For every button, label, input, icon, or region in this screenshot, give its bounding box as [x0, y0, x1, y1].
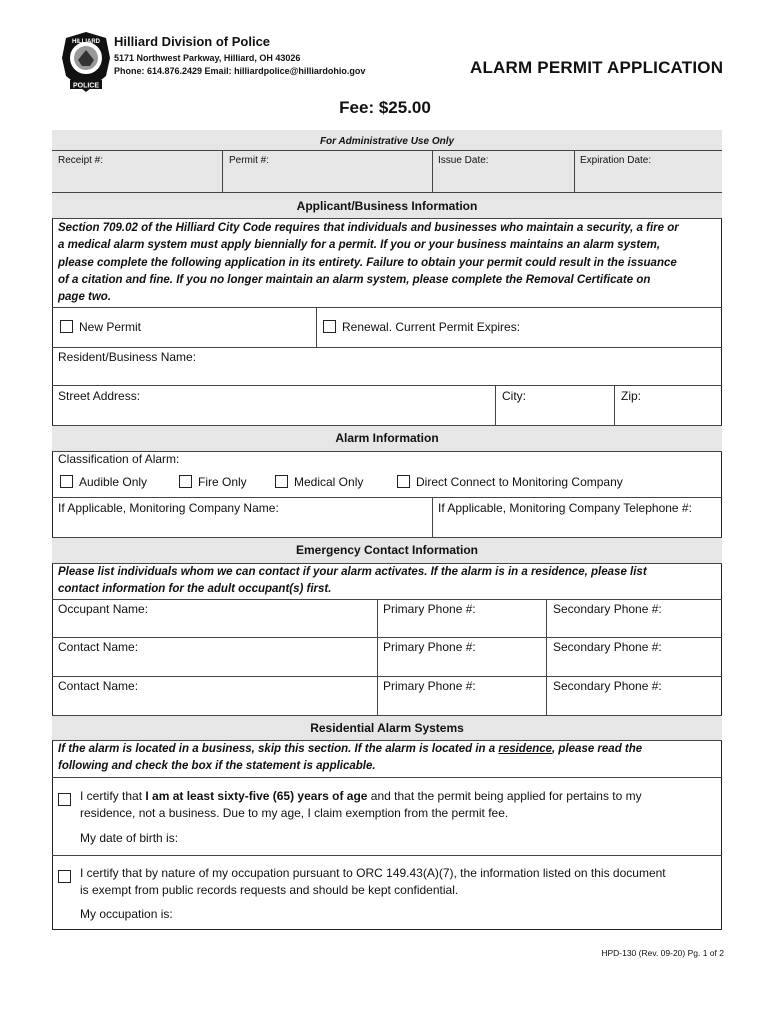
permit-number-field[interactable]: Permit #:	[229, 155, 270, 166]
form-title: ALARM PERMIT APPLICATION	[470, 58, 724, 77]
admin-heading: For Administrative Use Only	[319, 136, 455, 147]
police-badge-logo	[60, 30, 112, 94]
audible-only-checkbox[interactable]	[60, 475, 73, 488]
occupant-primary-phone-field[interactable]: Primary Phone #:	[383, 602, 476, 616]
audible-only-option[interactable]: Audible Only	[60, 475, 147, 489]
renewal-checkbox[interactable]	[323, 320, 336, 333]
renewal-option[interactable]: Renewal. Current Permit Expires:	[323, 320, 520, 334]
medical-only-checkbox[interactable]	[275, 475, 288, 488]
alarm-classification-label: Classification of Alarm:	[58, 452, 180, 466]
applicant-heading: Applicant/Business Information	[296, 199, 478, 213]
senior-exemption-statement: I certify that I am at least sixty-five (65) years of age and that the permit being applied for pertains to my residence, not a business. Due to my age, I claim exemption from the permit fee.	[80, 789, 642, 820]
direct-connect-checkbox[interactable]	[397, 475, 410, 488]
badge-top-text: HILLIARD	[72, 39, 100, 45]
fire-only-option[interactable]: Fire Only	[179, 475, 247, 489]
residential-intro: If the alarm is located in a business, skip this section. If the alarm is located in a residence, please read the following and check the box if the statement is applicable.	[58, 743, 643, 773]
contact-1-secondary-phone-field[interactable]: Secondary Phone #:	[553, 640, 662, 654]
city-field[interactable]: City:	[502, 389, 526, 403]
contact-2-primary-phone-field[interactable]: Primary Phone #:	[383, 679, 476, 693]
expiration-date-field[interactable]: Expiration Date:	[580, 155, 652, 166]
form-footer: HPD-130 (Rev. 09-20) Pg. 1 of 2	[601, 948, 724, 958]
contact-2-secondary-phone-field[interactable]: Secondary Phone #:	[553, 679, 662, 693]
date-of-birth-field[interactable]: My date of birth is:	[80, 831, 179, 845]
occupation-exemption-statement: I certify that by nature of my occupation pursuant to ORC 149.43(A)(7), the information listed on this document is exempt from public records requests and should be kept confidential.	[80, 866, 666, 897]
zip-field[interactable]: Zip:	[621, 389, 642, 403]
emergency-intro: Please list individuals whom we can contact if your alarm activates. If the alarm is in a residence, please list contact information for the adult occupant(s) first.	[58, 566, 647, 596]
street-address-field[interactable]: Street Address:	[58, 389, 141, 403]
occupation-field[interactable]: My occupation is:	[80, 907, 173, 921]
emergency-heading: Emergency Contact Information	[295, 543, 479, 557]
monitoring-company-phone-field[interactable]: If Applicable, Monitoring Company Telephone #:	[438, 501, 692, 515]
monitoring-company-name-field[interactable]: If Applicable, Monitoring Company Name:	[58, 501, 279, 515]
contact-1-primary-phone-field[interactable]: Primary Phone #:	[383, 640, 476, 654]
new-permit-checkbox[interactable]	[60, 320, 73, 333]
badge-bottom-text: POLICE	[72, 82, 100, 90]
org-contact: Phone: 614.876.2429 Email: hilliardpolice@hilliardohio.gov	[114, 66, 366, 76]
direct-connect-option[interactable]: Direct Connect to Monitoring Company	[397, 475, 623, 489]
resident-business-name-field[interactable]: Resident/Business Name:	[58, 350, 197, 364]
contact-1-name-field[interactable]: Contact Name:	[58, 640, 139, 654]
occupant-secondary-phone-field[interactable]: Secondary Phone #:	[553, 602, 662, 616]
senior-exemption-checkbox[interactable]	[58, 791, 77, 809]
contact-2-name-field[interactable]: Contact Name:	[58, 679, 139, 693]
issue-date-field[interactable]: Issue Date:	[438, 155, 489, 166]
medical-only-option[interactable]: Medical Only	[275, 475, 363, 489]
occupant-name-field[interactable]: Occupant Name:	[58, 602, 149, 616]
org-name: Hilliard Division of Police	[114, 34, 271, 49]
fire-only-checkbox[interactable]	[179, 475, 192, 488]
occupation-exemption-checkbox[interactable]	[58, 868, 77, 886]
alarm-heading: Alarm Information	[335, 431, 439, 445]
new-permit-option[interactable]: New Permit	[60, 320, 141, 334]
residential-heading: Residential Alarm Systems	[310, 721, 464, 735]
fee-amount: Fee: $25.00	[339, 98, 431, 117]
receipt-field[interactable]: Receipt #:	[58, 155, 104, 166]
applicant-notice: Section 709.02 of the Hilliard City Code requires that individuals and businesses who maintain a security, a fire or a medical alarm system must apply biennially for a permit. If you or your business maintains an alarm system, please complete the following application in its entirety. Failure to obtain your permit could result in the issuance of a citation and fine. If you no longer maintain an alarm system, please complete the Removal Certificate on page two.	[58, 222, 679, 304]
org-address: 5171 Northwest Parkway, Hilliard, OH 43026	[114, 53, 301, 63]
